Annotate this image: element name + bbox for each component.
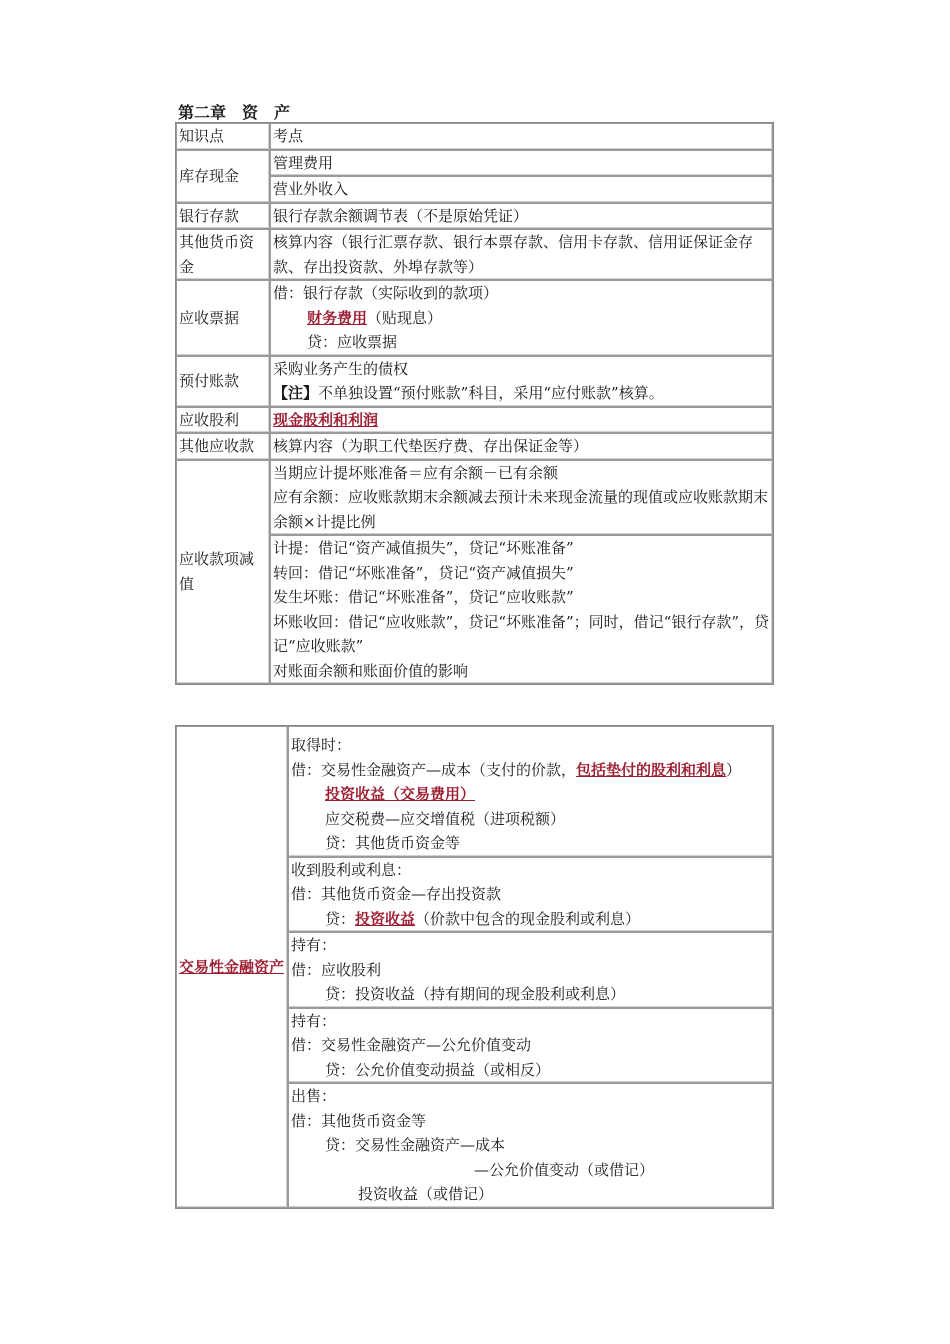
table-row	[176, 203, 773, 230]
entry-line: 发生坏账：借记“坏账准备”，贷记“应收账款”	[273, 588, 574, 606]
row-value	[270, 407, 773, 434]
entry-line: 应有余额：应收账款期末余额减去预计未来现金流量的现值或应收账款期末余额×计提比例	[273, 488, 769, 531]
entry-line: 计提：借记“资产减值损失”，贷记“坏账准备”	[273, 539, 574, 557]
row-value: 管理费用	[270, 150, 773, 177]
row-key-notes-receivable: 应收票据	[176, 280, 270, 356]
entry-line: 贷：应收票据	[307, 333, 398, 351]
table-row	[176, 726, 773, 857]
row-key-other-monetary: 其他货币资金	[176, 229, 270, 280]
entry-line: 应交税费—应交增值税（进项税额）	[325, 809, 566, 828]
knowledge-table	[175, 122, 774, 685]
table-row	[176, 407, 773, 434]
header-knowledge-point: 知识点	[176, 123, 270, 150]
entry-line: 出售：	[291, 1087, 337, 1105]
table-row	[176, 460, 773, 536]
entry-line: 对账面余额和账面价值的影响	[273, 661, 469, 680]
row-value	[288, 726, 773, 857]
entry-text: ）	[726, 760, 742, 779]
table-row	[176, 356, 773, 407]
entry-line: 坏账收回：借记“应收账款”，贷记“坏账准备”；同时，借记“银行存款”，贷记“应收账款”	[273, 612, 770, 655]
trading-assets-link[interactable]: 交易性金融资产	[179, 957, 285, 976]
entry-line: 贷：公允价值变动损益（或相反）	[325, 1060, 551, 1079]
entry-line	[273, 306, 770, 331]
entry-line	[291, 907, 770, 932]
row-value	[270, 460, 773, 536]
entry-line: 持有：	[291, 1011, 337, 1030]
header-exam-point: 考点	[270, 123, 773, 150]
row-key-impairment: 应收款项减值	[176, 460, 270, 685]
row-value	[270, 535, 773, 684]
row-value	[288, 1083, 773, 1208]
entry-line: 转回：借记“坏账准备”，贷记“资产减值损失”	[273, 563, 574, 582]
row-value	[270, 280, 773, 356]
row-value	[270, 356, 773, 407]
row-value: 银行存款余额调节表（不是原始凭证）	[270, 203, 773, 230]
entry-line: 持有：	[291, 936, 337, 954]
entry-line	[291, 758, 770, 783]
entry-text: （价款中包含的现金股利或利息）	[415, 909, 641, 928]
table-row	[176, 123, 773, 150]
row-value: 核算内容（为职工代垫医疗费、存出保证金等）	[270, 433, 773, 460]
entry-text: 贷：	[325, 909, 356, 928]
entry-line	[291, 782, 770, 807]
row-key-trading-assets	[176, 726, 288, 1208]
entry-line	[273, 381, 770, 406]
entry-line: 借：应收股利	[291, 960, 382, 979]
entry-line: 借：其他货币资金—存出投资款	[291, 885, 502, 903]
trading-assets-table	[175, 725, 774, 1209]
investment-income-link[interactable]: 投资收益	[355, 909, 416, 928]
table-row	[176, 229, 773, 280]
finance-expense-link[interactable]: 财务费用	[307, 308, 368, 327]
row-key-dividends: 应收股利	[176, 407, 270, 434]
entry-line: —公允价值变动（或借记）	[474, 1160, 655, 1179]
entry-line: 当期应计提坏账准备＝应有余额－已有余额	[273, 463, 559, 482]
table-row	[176, 433, 773, 460]
row-key-cash: 库存现金	[176, 150, 270, 203]
note-text: 不单独设置“预付账款”科目，采用“应付账款”核算。	[318, 384, 664, 402]
investment-income-link[interactable]: 投资收益（交易费用）	[325, 785, 476, 803]
entry-line: 借：交易性金融资产—公允价值变动	[291, 1036, 532, 1054]
row-key-bank: 银行存款	[176, 203, 270, 230]
entry-line: 借：银行存款（实际收到的款项）	[273, 284, 499, 302]
entry-line: 借：其他货币资金等	[291, 1111, 427, 1130]
entry-text: 借：交易性金融资产—成本（支付的价款，	[291, 760, 577, 779]
entry-line: 贷：投资收益（持有期间的现金股利或利息）	[325, 985, 626, 1003]
entry-line: 取得时：	[291, 736, 352, 754]
row-value: 核算内容（银行汇票存款、银行本票存款、信用卡存款、信用证保证金存款、存出投资款、外埠存款等）	[270, 229, 773, 280]
entry-line: 贷：交易性金融资产—成本	[325, 1136, 506, 1154]
entry-note: （贴现息）	[367, 308, 443, 327]
entry-line: 贷：其他货币资金等	[325, 834, 461, 852]
row-value	[288, 1008, 773, 1084]
note-bracket: 【注】	[273, 384, 319, 402]
row-value	[288, 932, 773, 1008]
row-key-other-receivables: 其他应收款	[176, 433, 270, 460]
row-key-prepaid: 预付账款	[176, 356, 270, 407]
table-row	[176, 150, 773, 177]
chapter-title: 第二章 资 产	[178, 103, 291, 122]
cash-dividend-link[interactable]: 现金股利和利润	[273, 410, 379, 429]
dividend-interest-link[interactable]: 包括垫付的股利和利息	[576, 760, 727, 779]
entry-line: 采购业务产生的债权	[273, 359, 409, 378]
row-value	[288, 857, 773, 933]
entry-line: 投资收益（或借记）	[358, 1185, 494, 1203]
table-row	[176, 280, 773, 356]
row-value: 营业外收入	[270, 176, 773, 203]
entry-line: 收到股利或利息：	[291, 860, 412, 879]
